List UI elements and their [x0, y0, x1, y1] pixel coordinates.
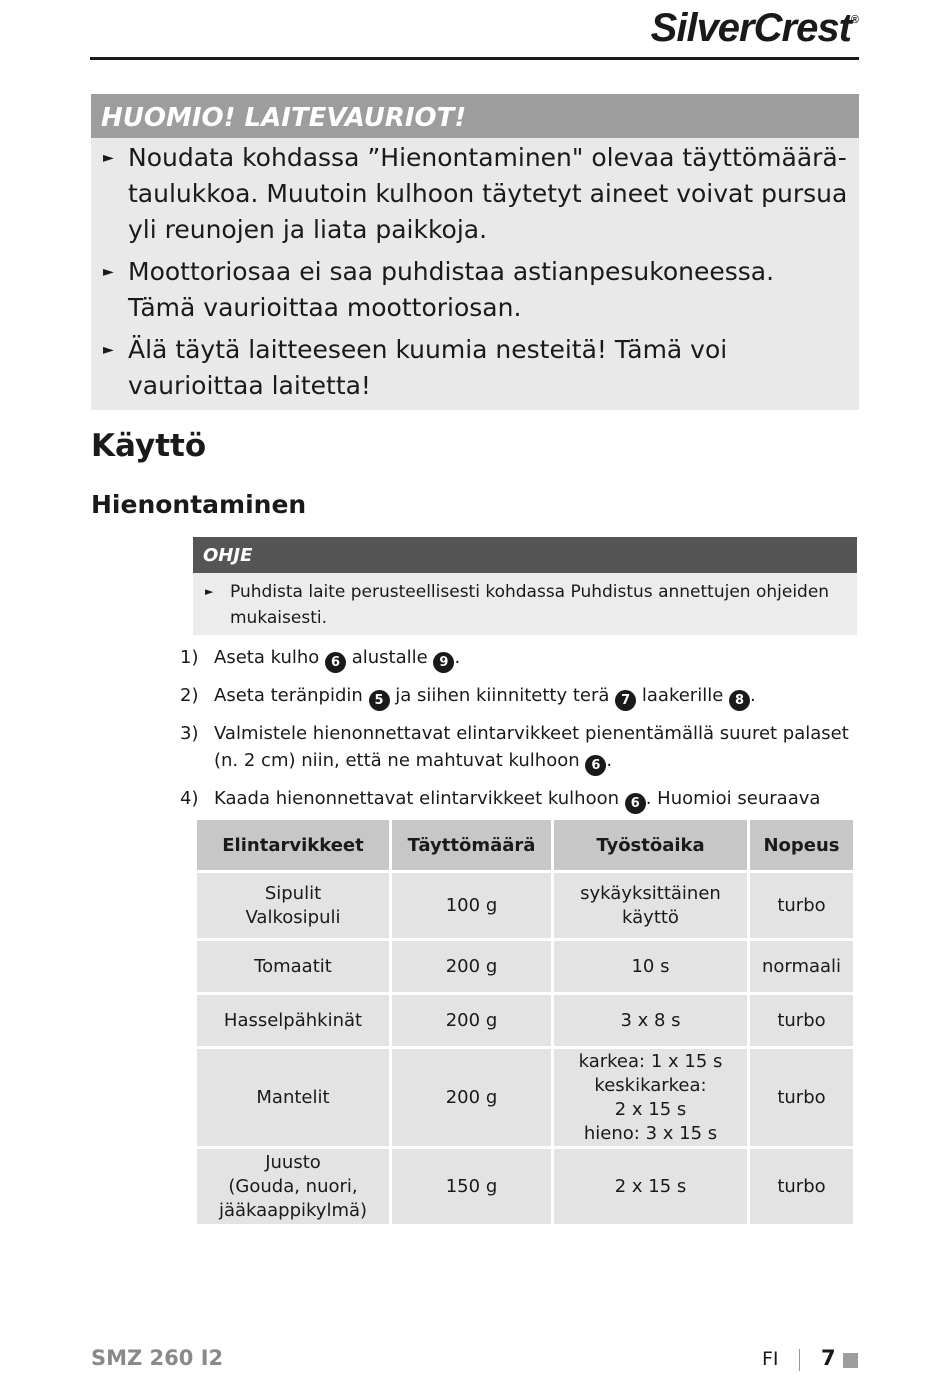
cell-speed: turbo: [749, 994, 855, 1048]
cell-speed: turbo: [749, 1048, 855, 1148]
cell-food: Hasselpähkinät: [196, 994, 391, 1048]
cell-time: 2 x 15 s: [553, 1148, 749, 1226]
table-row: [196, 872, 855, 940]
ref-number-icon: 8: [729, 690, 750, 711]
note-box: [193, 537, 857, 635]
arrow-right-icon: ►: [103, 342, 114, 358]
subsection-title: Hienontaminen: [91, 490, 307, 519]
warning-item: ► Älä täytä laitteeseen kuumia nesteitä! Tämä voi vaurioittaa laitetta!: [91, 332, 859, 404]
warning-title: HUOMIO! LAITEVAURIOT!: [91, 94, 859, 138]
brand-logo: SilverCrest®: [650, 6, 858, 50]
ref-number-icon: 6: [625, 793, 646, 814]
section-title: Käyttö: [91, 428, 207, 464]
ref-number-icon: 7: [615, 690, 636, 711]
column-header: Täyttömäärä: [391, 819, 553, 872]
cell-food: Tomaatit: [196, 940, 391, 994]
table-row: [196, 994, 855, 1048]
step-item: 3) Valmistele hienonnettavat elintarvikkeet pienentämällä suuret palaset (n. 2 cm) niin, että ne mahtuvat kulhoon 6 .: [180, 720, 860, 776]
page-marker: [843, 1353, 858, 1368]
step-item: 4) Kaada hienonnettavat elintarvikkeet kulhoon 6 . Huomioi seuraava: [180, 785, 860, 841]
table-row: [196, 1048, 855, 1148]
cell-time: 3 x 8 s: [553, 994, 749, 1048]
header-rule: [90, 57, 859, 60]
warning-box: [91, 94, 859, 410]
cell-speed: normaali: [749, 940, 855, 994]
ref-number-icon: 9: [433, 652, 454, 673]
cell-food: Mantelit: [196, 1048, 391, 1148]
cell-amount: 200 g: [391, 994, 553, 1048]
ref-number-icon: 6: [585, 755, 606, 776]
arrow-right-icon: ►: [103, 150, 114, 166]
language-code: FI: [762, 1348, 779, 1370]
footer-divider: [799, 1349, 800, 1371]
table-row: [196, 1148, 855, 1226]
note-item: ► Puhdista laite perusteellisesti kohdassa Puhdistus annettujen ohjeiden mukaisesti.: [193, 573, 857, 631]
warning-item: ► Noudata kohdassa ”Hienontaminen" olevaa täyttömäärä-taulukkoa. Muutoin kulhoon täytetyt aineet voivat pursua yli reunojen ja liata paikkoja.: [91, 140, 859, 248]
ref-number-icon: 6: [325, 652, 346, 673]
cell-food: Juusto (Gouda, nuori, jääkaappikylmä): [196, 1148, 391, 1226]
cell-amount: 200 g: [391, 1048, 553, 1148]
step-item: 1) Aseta kulho 6 alustalle 9 .: [180, 644, 860, 673]
cell-time: sykäyksittäinen käyttö: [553, 872, 749, 940]
cell-time: 10 s: [553, 940, 749, 994]
step-item: 2) Aseta teränpidin 5 ja siihen kiinnitetty terä 7 laakerille 8 .: [180, 682, 860, 711]
cell-speed: turbo: [749, 1148, 855, 1226]
arrow-right-icon: ►: [103, 264, 114, 280]
cell-food: Sipulit Valkosipuli: [196, 872, 391, 940]
ref-number-icon: 5: [369, 690, 390, 711]
arrow-right-icon: ►: [205, 585, 214, 598]
page-number: 7: [821, 1346, 836, 1370]
warning-item: ► Moottoriosaa ei saa puhdistaa astianpesukoneessa. Tämä vaurioittaa moottoriosan.: [91, 254, 859, 326]
column-header: Työstöaika: [553, 819, 749, 872]
fill-table: [194, 817, 856, 1227]
note-title: OHJE: [193, 537, 857, 573]
model-number: SMZ 260 I2: [91, 1346, 224, 1370]
cell-amount: 100 g: [391, 872, 553, 940]
table-row: [196, 940, 855, 994]
cell-amount: 150 g: [391, 1148, 553, 1226]
cell-time: karkea: 1 x 15 s keskikarkea: 2 x 15 s hieno: 3 x 15 s: [553, 1048, 749, 1148]
cell-speed: turbo: [749, 872, 855, 940]
column-header: Nopeus: [749, 819, 855, 872]
table-header-row: [196, 819, 855, 872]
column-header: Elintarvikkeet: [196, 819, 391, 872]
cell-amount: 200 g: [391, 940, 553, 994]
